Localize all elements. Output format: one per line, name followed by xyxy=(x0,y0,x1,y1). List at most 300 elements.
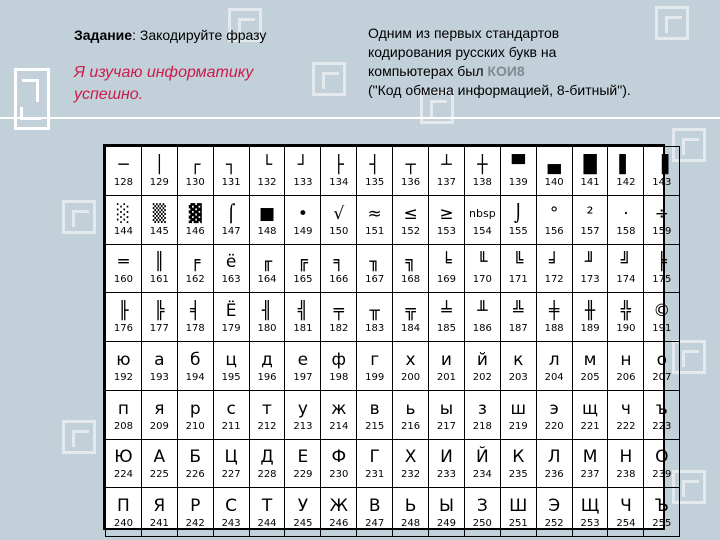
table-cell xyxy=(357,293,393,342)
table-cell xyxy=(249,244,285,293)
cell-symbol: ⌠ xyxy=(226,203,236,224)
table-cell xyxy=(464,244,500,293)
cell-code: 207 xyxy=(652,371,672,383)
cell-symbol: г xyxy=(370,349,380,370)
phrase-line-1: Я изучаю информатику xyxy=(74,64,254,81)
cell-symbol: ш xyxy=(510,398,527,419)
cell-symbol: ░ xyxy=(116,203,130,224)
cell-code: 203 xyxy=(508,371,528,383)
cell-code: 218 xyxy=(472,420,492,432)
table-cell xyxy=(249,147,285,196)
table-cell xyxy=(106,439,142,488)
cell-symbol: Г xyxy=(369,447,380,468)
table-cell xyxy=(536,195,572,244)
cell-code: 135 xyxy=(365,176,385,188)
cell-code: 208 xyxy=(113,420,133,432)
cell-code: 191 xyxy=(652,323,672,335)
table-cell xyxy=(249,195,285,244)
table-cell xyxy=(500,293,536,342)
info-line-4: ("Код обмена информацией, 8-битный"). xyxy=(368,82,631,98)
cell-symbol: э xyxy=(549,398,559,419)
left-decor-bar xyxy=(0,0,58,540)
table-cell xyxy=(177,293,213,342)
cell-symbol: У xyxy=(297,496,309,517)
cell-symbol: ╡ xyxy=(190,301,201,322)
table-cell xyxy=(285,488,321,537)
table-cell xyxy=(393,342,429,391)
cell-code: 241 xyxy=(149,518,169,530)
cell-code: 225 xyxy=(149,469,169,481)
table-cell xyxy=(213,293,249,342)
table-cell xyxy=(106,244,142,293)
cell-symbol: ╖ xyxy=(369,252,380,273)
cell-symbol: ▀ xyxy=(511,154,525,175)
cell-symbol: ■ xyxy=(258,203,276,224)
table-cell xyxy=(249,390,285,439)
cell-symbol: ъ xyxy=(655,398,668,419)
cell-symbol: ÷ xyxy=(654,203,669,224)
cell-code: 182 xyxy=(329,323,349,335)
cell-code: 252 xyxy=(544,518,564,530)
koi8-code-table xyxy=(103,144,672,530)
table-cell xyxy=(500,342,536,391)
cell-code: 247 xyxy=(365,518,385,530)
table-cell xyxy=(644,488,680,537)
cell-symbol: ж xyxy=(331,398,347,419)
table-cell xyxy=(321,488,357,537)
cell-symbol: ╛ xyxy=(549,252,560,273)
cell-symbol: Ч xyxy=(620,496,632,517)
table-cell xyxy=(106,390,142,439)
cell-symbol: п xyxy=(117,398,129,419)
table-cell xyxy=(393,488,429,537)
table-cell xyxy=(285,293,321,342)
cell-code: 233 xyxy=(436,469,456,481)
cell-symbol: Т xyxy=(261,496,273,517)
cell-symbol: √ xyxy=(333,203,345,224)
table-cell xyxy=(106,195,142,244)
cell-code: 205 xyxy=(580,371,600,383)
table-cell xyxy=(213,147,249,196)
cell-symbol: Ц xyxy=(224,447,238,468)
cell-code: 186 xyxy=(472,323,492,335)
cell-symbol: ╒ xyxy=(190,252,201,273)
cell-symbol: · xyxy=(623,203,629,224)
cell-symbol: ═ xyxy=(118,252,129,273)
table-cell xyxy=(608,293,644,342)
cell-symbol: Ю xyxy=(114,447,133,468)
cell-symbol: ╬ xyxy=(620,301,632,322)
cell-code: 228 xyxy=(257,469,277,481)
table-cell xyxy=(106,342,142,391)
table-cell xyxy=(285,439,321,488)
table-cell xyxy=(644,195,680,244)
cell-code: 137 xyxy=(436,176,456,188)
table-cell xyxy=(141,195,177,244)
cell-symbol: ┬ xyxy=(405,154,416,175)
cell-code: 189 xyxy=(580,323,600,335)
cell-symbol: nbsp xyxy=(469,206,496,220)
cell-symbol: В xyxy=(368,496,381,517)
info-line-2: кодирования русских букв на xyxy=(368,44,557,60)
table-cell xyxy=(357,390,393,439)
cell-symbol: ² xyxy=(586,203,594,224)
table-cell xyxy=(429,342,465,391)
cell-symbol: ч xyxy=(620,398,631,419)
table-cell xyxy=(429,244,465,293)
cell-code: 172 xyxy=(544,274,564,286)
table-cell xyxy=(213,342,249,391)
cell-code: 159 xyxy=(652,225,672,237)
table-cell xyxy=(141,147,177,196)
cell-code: 144 xyxy=(113,225,133,237)
cell-code: 155 xyxy=(508,225,528,237)
table-row xyxy=(106,244,680,293)
cell-code: 170 xyxy=(472,274,492,286)
table-cell xyxy=(177,244,213,293)
table-cell xyxy=(141,244,177,293)
cell-code: 146 xyxy=(185,225,205,237)
cell-symbol: ╫ xyxy=(584,301,596,322)
cell-code: 230 xyxy=(329,469,349,481)
cell-code: 222 xyxy=(616,420,636,432)
cell-code: 206 xyxy=(616,371,636,383)
table-cell xyxy=(572,390,608,439)
cell-symbol: ▄ xyxy=(547,154,561,175)
cell-code: 166 xyxy=(329,274,349,286)
cell-code: 158 xyxy=(616,225,636,237)
cell-code: 255 xyxy=(652,518,672,530)
cell-code: 145 xyxy=(149,225,169,237)
table-cell xyxy=(357,342,393,391)
cell-code: 140 xyxy=(544,176,564,188)
cell-code: 196 xyxy=(257,371,277,383)
cell-code: 223 xyxy=(652,420,672,432)
table-cell xyxy=(536,244,572,293)
cell-code: 192 xyxy=(113,371,133,383)
cell-code: 215 xyxy=(365,420,385,432)
table-cell xyxy=(500,244,536,293)
cell-symbol: о xyxy=(656,349,667,370)
table-cell xyxy=(536,439,572,488)
table-cell xyxy=(572,195,608,244)
table-cell xyxy=(285,147,321,196)
table-cell xyxy=(177,147,213,196)
table-cell xyxy=(213,195,249,244)
table-cell xyxy=(213,244,249,293)
table-cell xyxy=(285,390,321,439)
table-cell xyxy=(608,439,644,488)
cell-code: 211 xyxy=(221,420,241,432)
cell-symbol: ╤ xyxy=(333,301,344,322)
table-cell xyxy=(357,244,393,293)
cell-symbol: ц xyxy=(225,349,237,370)
cell-code: 134 xyxy=(329,176,349,188)
table-cell xyxy=(429,147,465,196)
task-text: : Закодируйте фразу xyxy=(132,27,267,43)
cell-symbol: т xyxy=(262,398,272,419)
table-cell xyxy=(464,195,500,244)
cell-code: 163 xyxy=(221,274,241,286)
table-cell xyxy=(500,195,536,244)
table-cell xyxy=(321,147,357,196)
cell-symbol: К xyxy=(512,447,525,468)
cell-code: 236 xyxy=(544,469,564,481)
phrase-to-encode xyxy=(74,62,334,106)
cell-symbol: Я xyxy=(153,496,166,517)
cell-symbol: ├ xyxy=(333,154,344,175)
cell-code: 149 xyxy=(293,225,313,237)
cell-symbol: е xyxy=(297,349,309,370)
cell-symbol: с xyxy=(226,398,236,419)
cell-code: 167 xyxy=(365,274,385,286)
cell-code: 235 xyxy=(508,469,528,481)
cell-symbol: у xyxy=(297,398,308,419)
cell-code: 243 xyxy=(221,518,241,530)
cell-symbol: з xyxy=(477,398,487,419)
cell-code: 150 xyxy=(329,225,349,237)
table-cell xyxy=(644,390,680,439)
cell-code: 147 xyxy=(221,225,241,237)
table-cell xyxy=(357,195,393,244)
table-cell xyxy=(464,293,500,342)
table-row xyxy=(106,195,680,244)
cell-code: 201 xyxy=(436,371,456,383)
cell-symbol: й xyxy=(476,349,488,370)
phrase-line-2: успешно. xyxy=(74,86,144,103)
cell-symbol: ▓ xyxy=(188,203,202,224)
cell-code: 226 xyxy=(185,469,205,481)
table-cell xyxy=(644,293,680,342)
cell-symbol: Д xyxy=(260,447,274,468)
table-cell xyxy=(644,244,680,293)
cell-code: 234 xyxy=(472,469,492,481)
table-cell xyxy=(321,244,357,293)
cell-code: 187 xyxy=(508,323,528,335)
cell-symbol: ю xyxy=(116,349,131,370)
cell-code: 209 xyxy=(149,420,169,432)
cell-code: 240 xyxy=(113,518,133,530)
cell-code: 168 xyxy=(401,274,421,286)
cell-code: 221 xyxy=(580,420,600,432)
cell-symbol: р xyxy=(189,398,201,419)
table-cell xyxy=(285,244,321,293)
cell-code: 171 xyxy=(508,274,528,286)
cell-symbol: ▌ xyxy=(619,154,633,175)
cell-code: 193 xyxy=(149,371,169,383)
cell-code: 219 xyxy=(508,420,528,432)
table-row xyxy=(106,342,680,391)
cell-code: 190 xyxy=(616,323,636,335)
table-cell xyxy=(536,147,572,196)
table-row xyxy=(106,293,680,342)
cell-symbol: ╚ xyxy=(513,252,524,273)
table-cell xyxy=(644,147,680,196)
cell-code: 227 xyxy=(221,469,241,481)
table-cell xyxy=(177,488,213,537)
table-cell xyxy=(393,293,429,342)
cell-code: 204 xyxy=(544,371,564,383)
table-cell xyxy=(500,390,536,439)
table-cell xyxy=(357,147,393,196)
cell-symbol: ╪ xyxy=(549,301,560,322)
table-cell xyxy=(213,488,249,537)
cell-code: 178 xyxy=(185,323,205,335)
table-cell xyxy=(285,342,321,391)
table-cell xyxy=(393,195,429,244)
table-cell xyxy=(572,147,608,196)
table-cell xyxy=(321,439,357,488)
cell-symbol: ║ xyxy=(154,252,165,273)
table-cell xyxy=(608,147,644,196)
table-cell xyxy=(608,488,644,537)
cell-symbol: ╩ xyxy=(513,301,524,322)
cell-code: 253 xyxy=(580,518,600,530)
cell-symbol: ▐ xyxy=(655,154,669,175)
table-cell xyxy=(429,390,465,439)
cell-code: 133 xyxy=(293,176,313,188)
cell-symbol: ┐ xyxy=(225,154,237,175)
cell-code: 128 xyxy=(113,176,133,188)
table-row xyxy=(106,488,680,537)
cell-code: 210 xyxy=(185,420,205,432)
cell-code: 175 xyxy=(652,274,672,286)
table-cell xyxy=(357,488,393,537)
cell-code: 200 xyxy=(401,371,421,383)
cell-symbol: я xyxy=(154,398,165,419)
cell-code: 217 xyxy=(436,420,456,432)
cell-symbol: З xyxy=(476,496,488,517)
table-cell xyxy=(141,439,177,488)
background-motif xyxy=(62,200,96,234)
table-cell xyxy=(249,342,285,391)
cell-symbol: н xyxy=(620,349,632,370)
table-cell xyxy=(141,390,177,439)
table-cell xyxy=(393,439,429,488)
cell-code: 229 xyxy=(293,469,313,481)
cell-symbol: │ xyxy=(154,154,165,175)
cell-symbol: ╜ xyxy=(584,252,596,273)
cell-code: 250 xyxy=(472,518,492,530)
table-cell xyxy=(572,244,608,293)
table-cell xyxy=(321,293,357,342)
cell-symbol: щ xyxy=(582,398,599,419)
cell-symbol: Ф xyxy=(331,447,347,468)
cell-code: 177 xyxy=(149,323,169,335)
table-cell xyxy=(572,293,608,342)
table-cell xyxy=(321,342,357,391)
table-cell xyxy=(536,390,572,439)
table-row xyxy=(106,439,680,488)
info-line-1: Одним из первых стандартов xyxy=(368,25,560,41)
cell-symbol: ┴ xyxy=(441,154,452,175)
cell-symbol: █ xyxy=(583,154,597,175)
table-cell xyxy=(285,195,321,244)
cell-symbol: ╨ xyxy=(477,301,488,322)
cell-code: 161 xyxy=(149,274,169,286)
cell-symbol: ° xyxy=(549,203,559,224)
task-heading xyxy=(74,27,344,43)
cell-code: 160 xyxy=(113,274,133,286)
table-cell xyxy=(141,488,177,537)
table-cell xyxy=(536,342,572,391)
cell-code: 132 xyxy=(257,176,277,188)
table-cell xyxy=(429,488,465,537)
cell-code: 214 xyxy=(329,420,349,432)
cell-symbol: б xyxy=(189,349,201,370)
table-cell xyxy=(608,244,644,293)
cell-code: 245 xyxy=(293,518,313,530)
cell-symbol: Щ xyxy=(580,496,600,517)
cell-code: 231 xyxy=(365,469,385,481)
cell-symbol: © xyxy=(653,301,671,322)
cell-code: 176 xyxy=(113,323,133,335)
table-row xyxy=(106,147,680,196)
cell-symbol: И xyxy=(440,447,453,468)
cell-symbol: ╙ xyxy=(477,252,488,273)
cell-symbol: Ж xyxy=(329,496,348,517)
cell-code: 244 xyxy=(257,518,277,530)
cell-symbol: л xyxy=(548,349,560,370)
cell-symbol: ╣ xyxy=(297,301,309,322)
cell-symbol: А xyxy=(153,447,166,468)
cell-code: 188 xyxy=(544,323,564,335)
cell-code: 173 xyxy=(580,274,600,286)
cell-code: 174 xyxy=(616,274,636,286)
header-divider xyxy=(0,117,720,119)
table-cell xyxy=(141,293,177,342)
table-cell xyxy=(249,439,285,488)
cell-symbol: ╘ xyxy=(441,252,452,273)
cell-symbol: Р xyxy=(190,496,201,517)
cell-symbol: ь xyxy=(405,398,416,419)
table-cell xyxy=(429,293,465,342)
cell-symbol: ▒ xyxy=(152,203,166,224)
cell-symbol: Б xyxy=(189,447,202,468)
cell-code: 157 xyxy=(580,225,600,237)
cell-code: 224 xyxy=(113,469,133,481)
cell-code: 184 xyxy=(401,323,421,335)
table-cell xyxy=(357,439,393,488)
cell-symbol: Е xyxy=(297,447,309,468)
table-cell xyxy=(393,147,429,196)
table-cell xyxy=(572,342,608,391)
table-cell xyxy=(572,439,608,488)
cell-symbol: М xyxy=(582,447,598,468)
table-cell xyxy=(177,195,213,244)
cell-code: 232 xyxy=(401,469,421,481)
table-cell xyxy=(464,390,500,439)
cell-code: 254 xyxy=(616,518,636,530)
cell-code: 152 xyxy=(401,225,421,237)
cell-symbol: и xyxy=(440,349,452,370)
table-cell xyxy=(464,488,500,537)
cell-code: 156 xyxy=(544,225,564,237)
cell-code: 136 xyxy=(401,176,421,188)
cell-code: 162 xyxy=(185,274,205,286)
cell-symbol: О xyxy=(655,447,669,468)
table-cell xyxy=(393,244,429,293)
info-line-3-prefix: компьютерах был xyxy=(368,63,488,79)
cell-code: 181 xyxy=(293,323,313,335)
table-cell xyxy=(644,439,680,488)
cell-symbol: Ь xyxy=(404,496,417,517)
cell-symbol: ≤ xyxy=(403,203,418,224)
koi8-highlight: КОИ8 xyxy=(487,63,525,79)
cell-code: 251 xyxy=(508,518,528,530)
info-line-3 xyxy=(368,62,713,81)
cell-code: 197 xyxy=(293,371,313,383)
